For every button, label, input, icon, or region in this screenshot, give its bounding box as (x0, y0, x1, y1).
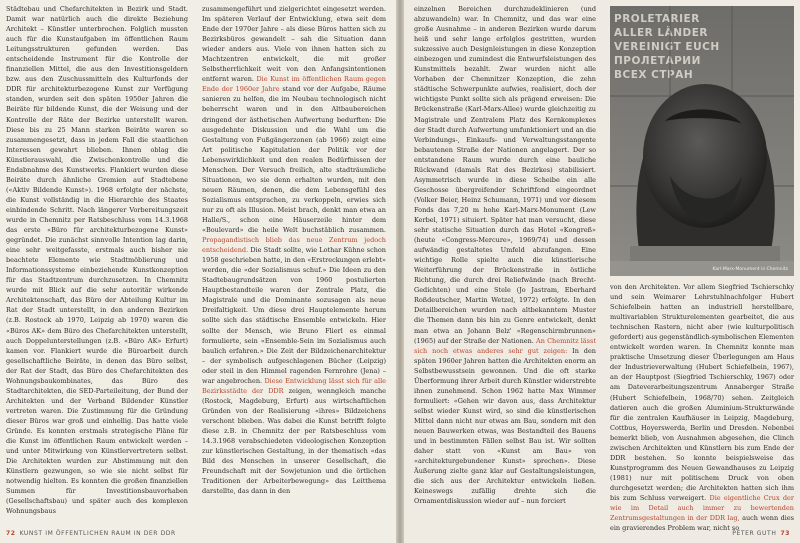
photo-caption: Karl-Marx-Monument in Chemnitz (712, 267, 788, 272)
body-text: Städtebau und Chefarchitekten in Bezirk und Stadt. Damit war natürlich auch die direkte Beziehung Architekt – Künstler unterbrochen. (6, 5, 188, 34)
body-text: In den späten 1960er Jahren hatten die Architekten enorm an Selbstbewusstsein gewonnen. Und die oft starke Überformung ihrer Arbeit durch Künstler widerstrebte ihnen zunehmend. Schon 1962 hatte Max Wimmer formuliert: «Gehen wir davon aus, dass Architektur selbst wieder Kunst wird, so sind die künstlerischen Mittel dann nicht nur etwas am Bau, sondern mit den neuen Bauwerken etwas, was Bestandteil des Bauens und in bestimmten Fällen selbst Bau ist. Wir sollten daher statt von «Kunst am Bau» von «architekturgebundener Kunst» sprechen». Diese Äußerung zielte ganz klar auf Gestaltungsleistungen, die sich aus der Architektur entwickeln ließen. Keineswegs zufällig drehte sich die Ornamentdiskussion wieder auf – nun forciert (414, 346, 596, 506)
relief-inscription: PROLETARIER (614, 13, 700, 25)
relief-inscription: ALLER LÄNDER (614, 27, 708, 39)
paragraph (6, 4, 188, 516)
section-lead: Die eigentliche Crux der wie im Detail auch immer zu bewertenden Zentrumsgestaltungen in der DDR lag, (610, 493, 794, 523)
body-text: von den Architekten. Vor allem Siegfried Tschierschky und sein Weimarer Lehrstuhlnachfolger Hubert Schiefelbein hatten an industriell herstellbare, multivariablen Strukturelementen gearbeitet, die aus technischen Rastern, nicht aber (wie kulturpolitisch gefordert) aus gegenständlich-symbolischen Elementen entwickelt worden waren. In Chemnitz konnte man praktische Umsetzung dieser Überlegungen am Haus der Industrieverwaltung (Hubert Schiefelbein, 1967), an der Hauptpost (Siegfried Tschierschky, 1967) oder am Dateverarbeitungszentrum Annaberger Straße (Hubert Schiefelbein, 1968/70) sehen. Zeitgleich datieren auch die großen Aluminium-Strukturwände für die zentralen Kaufhäuser in Leipzig, Magdeburg, Cottbus, Hoyerswerda, Berlin und Dresden. Nebenbei bemerkt blieb, von Ausnahmen abgesehen, die Clinch zwischen Architekten und Künstlern bis zum Ende der DDR bestehen. So konnte beispielsweise das Kunstprogramm des Neuen Gewandhauses zu Leipzig (1981) nur mit politischem Druck von oben durchgesetzt werden; die Architekten hatten sich ihm bis zum Schluss verweigert. (610, 283, 794, 502)
body-text: zeigen, wenngleich manche (Rostock, Magdeburg, Erfurt) aus wirtschaftlichen Gründen von der Realisierung «ihres» Bildzeichens verschont blieben. Was dabei die Kunst betrifft folgte diese z.B. in Chemnitz der per Ratsbeschluss vom 14.3.1968 verabschiedeten videologischen Konzeption zur künstlerischen Gestaltung, in der thematisch «das Bild des Menschen in unserer Gesellschaft, die Freundschaft mit der Sowjetunion und die örtlichen Traditionen der Arbeiterbewegung» das Leitthema darstellte, das dann in den (202, 386, 387, 496)
left-column-1 (6, 4, 188, 516)
paragraph (610, 282, 794, 533)
relief-inscription: VEREINIGT EUCH (614, 41, 720, 53)
karl-marx-monument-photo (610, 6, 794, 276)
right-footer (732, 530, 790, 537)
body-text: zusammengeführt und zielgerichtet eingesetzt werden. Im späteren Verlauf der Entwicklung, etwa seit dem Ende der 1970er Jahre – als diese Büros hatten sich zu Bezirksbüros gewandelt – sah die Situation dann wieder anders aus. Viele von ihnen hatten sich zu Machtzentren entwickelt, die mit großer Selbstherrlichkeit weit von den Anfangsintentionen entfernt waren. (202, 5, 386, 84)
running-title: KUNST IM ÖFFENTLICHEN RAUM IN DER DDR (19, 530, 176, 537)
section-lead: An Chemnitz lässt sich noch etwas anderes sehr gut zeigen: (414, 336, 596, 355)
right-page (404, 0, 800, 543)
paragraph (414, 4, 596, 506)
body-text: Die Stadt sollte, wie Lothar Kühne schon 1958 geschrieben hatte, in den «Erstreckungen erlebt» werden, die «der Sozialismus schuf.» Die Ideen zu den Stadtebaugrundsätzen von 1960 postulierten Hauptbestandteile waren der Zentrale Platz, die Magistrale und die Dominante sozusagen als neue Dreifaltigkeit. Um diese drei Hauptelemente herum sollte sich das städtische Ensemble entwickeln. Hier sollte der Mensch, wie Bruno Flierl es einmal formulierte, sein «Ensemble-Sein im Sozialismus auch baulich erfahren.» Die Zeit der Bildzeichenarchitektur – der symbolisch aufgeschlagenen Bücher (Leipzig) oder steil in den Himmel ragenden Fernrohre (Jena) – war angebrochen. (202, 246, 386, 385)
paragraph (202, 4, 386, 496)
monument-illustration (610, 6, 794, 276)
right-column-2 (610, 282, 795, 533)
page-number-left: 72 (6, 530, 16, 537)
right-column-1 (414, 4, 596, 512)
section-lead: Propagandistisch blieb das neue Zentrum jedoch entscheidend. (202, 236, 386, 255)
section-lead: Diese Entwicklung lässt sich für alle Bezirksstädte der DDR (202, 376, 386, 395)
body-text: einzelnen Bereichen durchzudeklinieren (und abzuwandeln) war. In Chemnitz, und das war eine große Ausnahme – in anderen Bezirken wurde darum heiß und sehr lange erfolglos gestritten, wurden sukzessive auch Designleistungen in diese Konzeption einbezogen und zumindest die Entwurfsleistungen des Kunstmittels bezahlt. Zwar wurden nicht alle Vorhaben der Chemnitzer Konzeption, die zehn städtische Schwerpunkte aufwies, realisiert, doch der wichtigste Punkt sollte sich als prägend erweisen: Die Brückenstraße (Karl-Marx-Allee) wurde gleichzeitig zu Magistrale und Zentralem Platz des Kernkomplexes der Stadt durch Aufwertung umfunktioniert und an die Verbindungs-, Einkaufs- und Verwaltungsstangente bebautenen Straße der Nationen angelagert. Der so entstandene Raum wurde durch eine bauliche Rückwand (damals Rat des Bezirkes) stabilisiert. Asymmetrisch wurde in diese Scheibe ein alle Geschosse übergreifender Schriftfond eingeordnet (Volker Beier, Heinz Schumann, 1971) und vor diesem Fonds das 7,20 m hohe Karl-Marx-Monument (Lew Kerbel, 1971) situiert. Später hat man versucht, diese sehr statische Situation durch das Hotel «Kongreß» (heute «Congress-Mercure», 1969/74) und dessen aufwändig gestaltetes Umfeld abzufangen. Eine wichtige Rolle spielte auch die künstlerische Weiterführung der Brückenstraße in östliche Richtung, die durch drei Reliefwände (nach Brecht-Gedichten) und eine Stele (Jo Jastram, Eberhard Roßdeutscher, Martin Wetzel, 1972) erfolgte. In den Detailbereichen wurden nach altbekanntem Muster die Themen dann bis hin zu Genre entwickelt, denkt man etwa an Johann Belz' «Regenschirmbrunnen» (1965) auf der Straße der Nationen. (414, 5, 596, 345)
body-text: auch wenn dies ein gravierendes Problem war, nicht so (610, 514, 795, 533)
author-name: PETER GUTH (732, 530, 777, 537)
relief-inscription: ВСЕХ СТРАН (614, 69, 694, 81)
body-text: stand vor der Aufgabe, Räume sanieren zu helfen, die im Neubau technologisch nicht beherrscht waren und in den Altbaubereichen dringend der ästhetischen Aufwertung bedurften: Die ausgedehnte Diskussion und die Wahl um die Gestaltung von Fußgängerzonen (ab 1966) zeigt eine Art politische Kapitulation der Politik vor der Lebenswirklichkeit und den realen Bedürfnissen der Menschen. Der Versuch freilich, alte stadträumliche Situationen, wo sie denn erhalten wurden, mit den neuen Räumen, denen, die dem Lebensgefühl des Sozialismus entsprachen, zu verkoppeln, erwies sich nur zu oft als Illusion. Meist brach, denkt man etwa an Halle/S., schon eine Häuserzeile hinter dem «Boulevard» die heile Welt buchstäblich zusammen. (202, 85, 386, 235)
section-lead: Die Kunst im öffentlichen Raum gegen Ende der 1960er Jahre (202, 75, 386, 94)
book-gutter (396, 0, 404, 543)
body-text: Folglich mussten auch für die Kunstaufgaben im öffentlichen Raum Leitungsstrukturen gefunden werden. Das entscheidende Instrument für die Kontrolle der finanziellen Mittel, die aus den Investitionsgeldern bzw. aus den Zuschussmitteln des Kulturfonds der DDR für architekturbezogene Kunst zur Verfügung standen, wurden seit den späten 1950er Jahren die Beiräte für bildende Kunst, die der Weisung und der Kontrolle der Räte der Bezirke unterstellt waren. Diese bis zu 25 Mann starken Beiräte waren so zusammengesetzt, dass in jedem Fall die staatlichen Interessen gewahrt blieben. Ihnen oblag die Künstlerauswahl, die Zwischenkontrolle und die Endabnahme des Kunstwerks. Flankiert wurden diese Beiräte durch ähnliche Gremien auf Stadtebene («Aktiv Bildende Kunst»). 1968 erfolgte der nächste, die Kunst vollständig in die Hierarchie des Staates einbindende Schritt. Nach längerer Vorbereitungszeit wurde in Chemnitz per Ratsbeschluss vom 14.3.1968 das erste «Büro für architekturbezogene Kunst» gegründet. Die zunächst sinnvolle Intention lag darin, eine sehr weitgefasste, erstmals auch bisher nie beachtete Elemente wie Stadtmöblierung und Informationssysteme einbeziehende Kunstkonzeption für das Stadtzentrum durchzusetzen. In Chemnitz wurde mit Blick auf die sehr autoritär wirkende Architektenschaft, das Büro der Abteilung Kultur im Rat der Stadt unterstellt, in den anderen Bezirken (z.B. Rostock ab 1970, Leipzig ab 1970) waren die «Büros AK» dem Büro des Chefarchitekten unterstellt, auch Doppelunterstellungen (z.B. «Büro AK» Erfurt) kamen vor. Flankiert wurde die Büroarbeit durch gesellschaftliche Beiräte, in denen das Büro selbst, der Rat der Stadt, das Büro des Chefarchitekten des Wohnungsbaukombinates, das Büro des Stadtarchitekten, die SED-Parteileitung, der Bund der Architekten und der Verband Bildender Künstler vertreten waren. Die Zustimmung für die Gründung dieser Büros war groß und einhellig. Das hatte viele Gründe. Es konnten erstmals strategische Pläne für die Kunst im öffentlichen Raum entwickelt werden – und unter Mitwirkung von Künstlervertretern selbst. Die Architekten wurden zur Abstimmung mit den Künstlern gezwungen, so wie sie nicht selbst für notwendig hielten. Es konnten die großen finanziellen Summen für Investitionsbauvorhaben (Gesellschaftsbau) und später auch des komplexen Wohnungsbaus (6, 25, 188, 516)
left-footer (6, 530, 176, 537)
left-column-2 (202, 4, 386, 512)
page-number-right: 73 (780, 530, 790, 537)
left-page (0, 0, 396, 543)
relief-inscription: ПРОЛЕТАРИИ (614, 55, 701, 67)
